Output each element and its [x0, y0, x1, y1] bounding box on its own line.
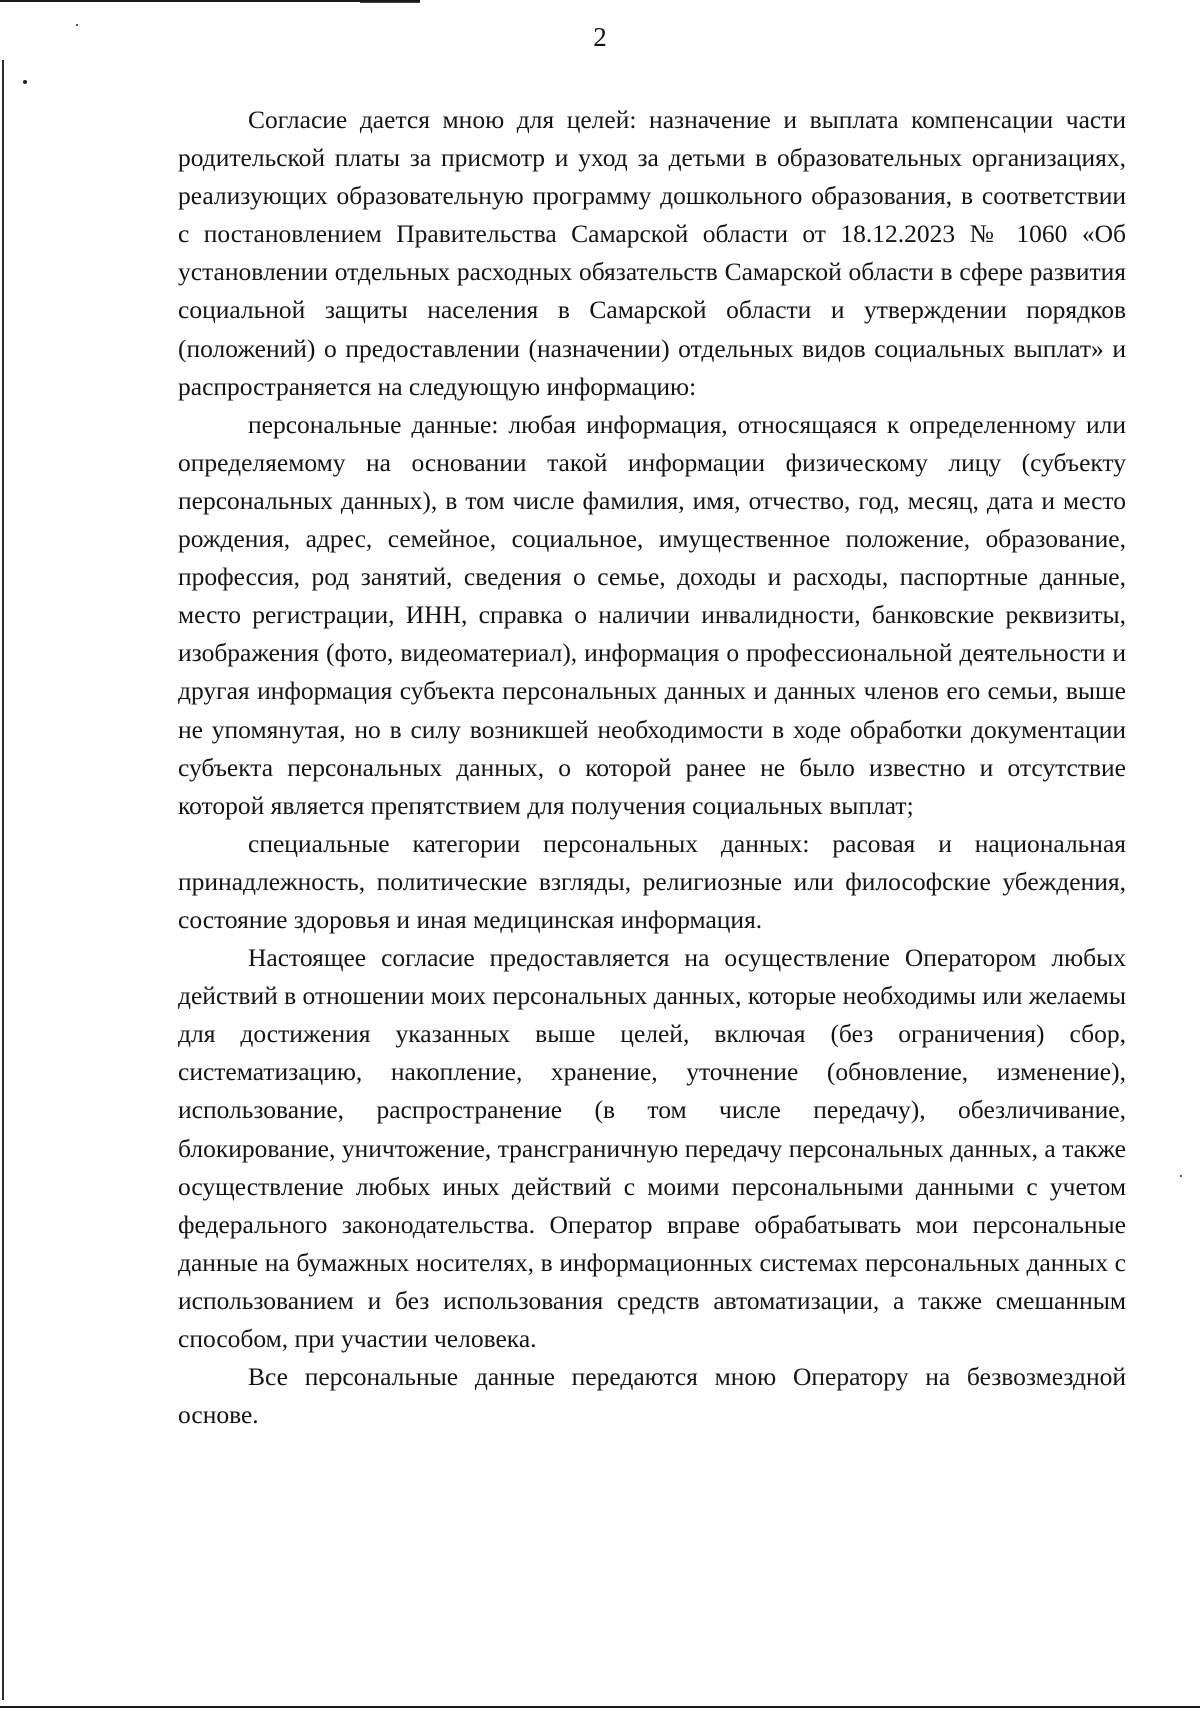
scan-edge-left: [2, 60, 4, 1700]
document-body: [178, 101, 1126, 1434]
paragraph-special-categories: специальные категории персональных данных: расовая и национальная принадлежность, политические взгляды, религиозные или философские убеждения, состояние здоровья и иная медицинская информация.: [178, 828, 1126, 934]
scan-edge-top-fragment: [360, 2, 420, 3]
page-number: 2: [593, 22, 607, 52]
paragraph-operator-actions: Настоящее согласие предоставляется на осуществление Оператором любых действий в отношении моих персональных данных, которые необходимы или желаемы для достижения указанных выше целей, включая (без ограничения) сбор, систематизацию, накопление, хранение, уточнение (обновление, изменение), использование, распространение (в том числе передачу), обезличивание, блокирование, уничтожение, трансграничную передачу персональных данных, а также осуществление любых иных действий с моими персональными данными с учетом федерального законодательства. Оператор вправе обрабатывать мои персональные данные на бумажных носителях, в информационных системах персональных данных с использованием и без использования средств автоматизации, а также смешанным способом, при участии человека.: [178, 943, 1126, 1353]
scan-speck: [1180, 1175, 1182, 1177]
paragraph-personal-data: персональные данные: любая информация, относящаяся к определенному или определяемому на основании такой информации физическому лицу (субъекту персональных данных), в том числе фамилия, имя, отчество, год, месяц, дата и место рождения, адрес, семейное, социальное, имущественное положение, образование, профессия, род занятий, сведения о семье, доходы и расходы, паспортные данные, место регистрации, ИНН, справка о наличии инвалидности, банковские реквизиты, изображения (фото, видеоматериал), информация о профессиональной деятельности и другая информация субъекта персональных данных и данных членов его семьи, выше не упомянутая, но в силу возникшей необходимости в ходе обработки документации субъекта персональных данных, о которой ранее не было известно и отсутствие которой является препятствием для получения социальных выплат;: [178, 409, 1126, 820]
scan-speck: [23, 80, 27, 84]
paragraph-consent-purpose: Согласие дается мною для целей: назначение и выплата компенсации части родительской платы за присмотр и уход за детьми в образовательных организациях, реализующих образовательную программу дошкольного образования, в соответствии с постановлением Правительства Самарской области от 18.12.2023 № 1060 «Об установлении отдельных расходных обязательств Самарской области в сфере развития социальной защиты населения в Самарской области и утверждении порядков (положений) о предоставлении (назначении) отдельных видов социальных выплат» и распространяется на следующую информацию:: [178, 105, 1126, 401]
paragraph-free-of-charge: Все персональные данные передаются мною Оператору на безвозмездной основе.: [178, 1362, 1126, 1430]
scan-edge-top: [0, 0, 420, 2]
scan-edge-bottom: [0, 1706, 1200, 1708]
